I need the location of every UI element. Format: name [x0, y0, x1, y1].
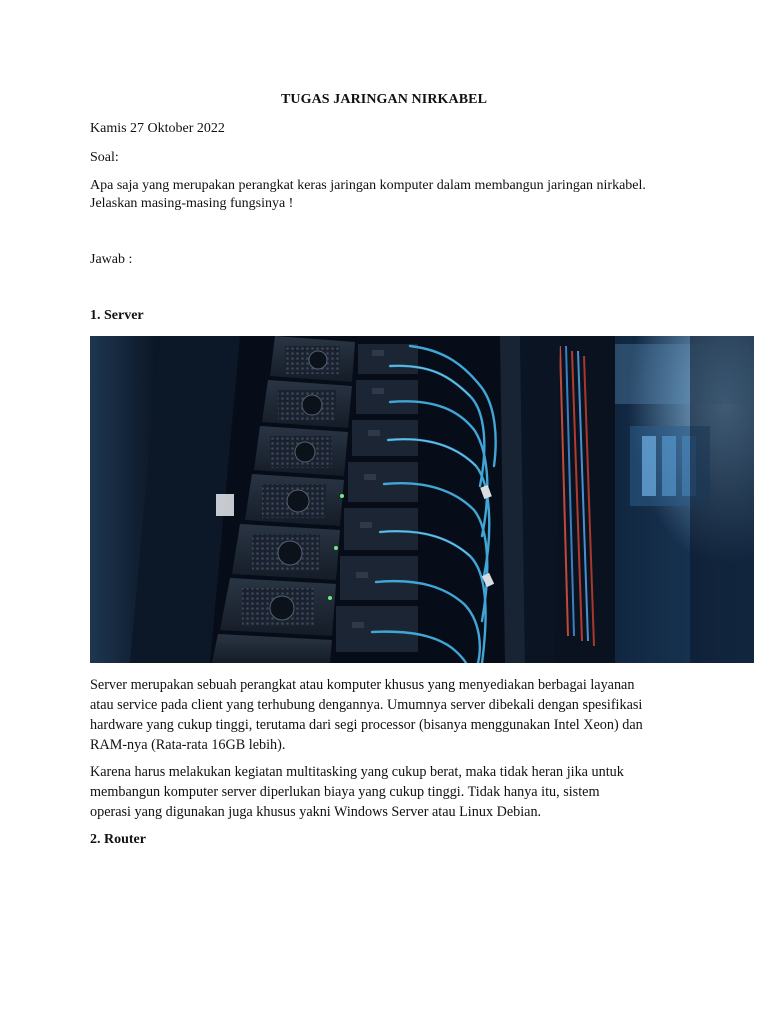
paragraph-line: membangun komputer server diperlukan biaya yang cukup tinggi. Tidak hanya itu, sistem [90, 784, 600, 800]
document-title: TUGAS JARINGAN NIRKABEL [280, 92, 488, 107]
question-line-1: Apa saja yang merupakan perangkat keras jaringan komputer dalam membangun jaringan nirkabel. [90, 178, 646, 193]
section-heading-server: 1. Server [90, 308, 144, 323]
question-line-2: Jelaskan masing-masing fungsinya ! [90, 196, 294, 211]
paragraph-line: Karena harus melakukan kegiatan multitasking yang cukup berat, maka tidak heran jika untuk [90, 764, 624, 780]
server-paragraph-1 [90, 675, 690, 755]
document-date: Kamis 27 Oktober 2022 [90, 121, 225, 136]
paragraph-line: RAM-nya (Rata-rata 16GB lebih). [90, 737, 286, 753]
soal-label: Soal: [90, 150, 119, 165]
server-paragraph-2 [90, 762, 690, 822]
paragraph-line: hardware yang cukup tinggi, terutama dari segi processor (bisanya menggunakan Intel Xeon) dan [90, 717, 643, 733]
paragraph-line: atau service pada client yang terhubung dengannya. Umumnya server dibekali dengan spesifikasi [90, 697, 643, 713]
section-heading-router: 2. Router [90, 832, 146, 847]
server-rack-photo [90, 336, 754, 663]
paragraph-line: operasi yang digunakan juga khusus yakni Windows Server atau Linux Debian. [90, 804, 542, 820]
jawab-label: Jawab : [90, 252, 133, 267]
paragraph-line: Server merupakan sebuah perangkat atau komputer khusus yang menyediakan berbagai layanan [90, 677, 635, 693]
